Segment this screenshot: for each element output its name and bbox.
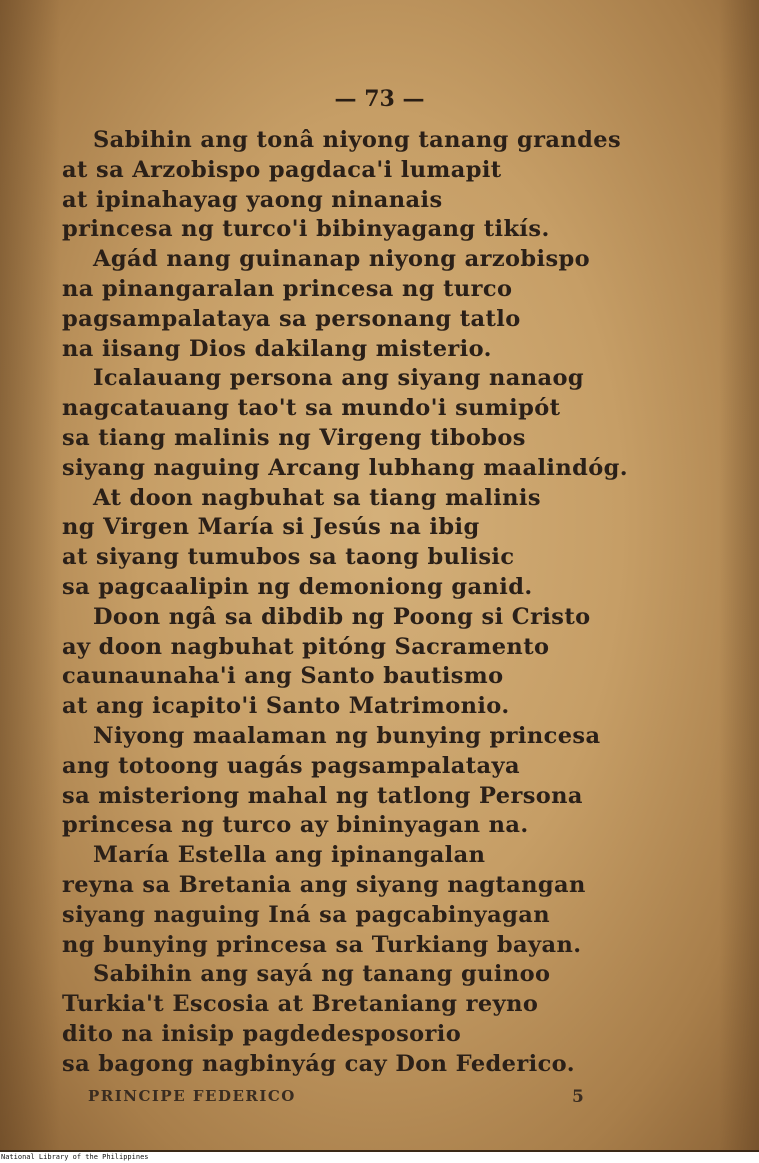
text-line: sa bagong nagbinyág cay Don Federico. xyxy=(62,1050,575,1077)
text-line: ay doon nagbuhat pitóng Sacramento xyxy=(62,633,550,660)
text-line: nagcatauang tao't sa mundo'i sumipót xyxy=(62,395,561,422)
text-line: princesa ng turco ay bininyagan na. xyxy=(62,812,529,839)
poem-text xyxy=(62,126,702,1080)
signature-mark: 5 xyxy=(572,1087,584,1107)
page-number: — 73 — xyxy=(334,86,425,112)
text-line: at ang icapito'i Santo Matrimonio. xyxy=(62,693,510,720)
text-line: At doon nagbuhat sa tiang malinis xyxy=(93,484,541,511)
text-line: pagsampalataya sa personang tatlo xyxy=(62,305,521,332)
text-line: dito na inisip pagdedesposorio xyxy=(62,1020,462,1047)
text-line: sa tiang malinis ng Virgeng tibobos xyxy=(62,424,526,451)
text-line: ng Virgen María si Jesús na ibig xyxy=(62,514,480,541)
text-line: na iisang Dios dakilang misterio. xyxy=(62,335,492,362)
text-line: at ipinahayag yaong ninanais xyxy=(62,186,443,213)
text-line: sa misteriong mahal ng tatlong Persona xyxy=(62,782,583,809)
text-line: ng bunying princesa sa Turkiang bayan. xyxy=(62,931,582,958)
text-line: at sa Arzobispo pagdaca'i lumapit xyxy=(62,156,502,183)
text-line: María Estella ang ipinangalan xyxy=(93,842,486,869)
text-line: ang totoong uagás pagsampalataya xyxy=(62,752,520,779)
text-line: Turkia't Escosia at Bretaniang reyno xyxy=(62,991,539,1018)
text-line: Doon ngâ sa dibdib ng Poong si Cristo xyxy=(93,603,591,630)
text-line: princesa ng turco'i bibinyagang tikís. xyxy=(62,216,550,243)
text-line: Sabihin ang sayá ng tanang guinoo xyxy=(93,961,551,988)
text-line: Niyong maalaman ng bunying princesa xyxy=(93,722,601,749)
page-footer xyxy=(0,1087,759,1111)
text-line: Icalauang persona ang siyang nanaog xyxy=(93,365,585,392)
text-line: Sabihin ang tonâ niyong tanang grandes xyxy=(93,127,622,153)
running-footer-title: PRINCIPE FEDERICO xyxy=(88,1087,296,1105)
text-line: na pinangaralan princesa ng turco xyxy=(62,275,513,302)
text-line: reyna sa Bretania ang siyang nagtangan xyxy=(62,871,586,898)
text-line: caunaunaha'i ang Santo bautismo xyxy=(62,663,504,690)
text-line: at siyang tumubos sa taong bulisic xyxy=(62,544,515,571)
text-line: siyang naguing Arcang lubhang maalindóg. xyxy=(62,454,629,481)
text-line: sa pagcaalipin ng demoniong ganid. xyxy=(62,573,533,600)
text-line: Agád nang guinanap niyong arzobispo xyxy=(93,246,591,273)
library-credit: National Library of the Philippines xyxy=(0,1152,759,1163)
text-line: siyang naguing Iná sa pagcabinyagan xyxy=(62,901,550,928)
